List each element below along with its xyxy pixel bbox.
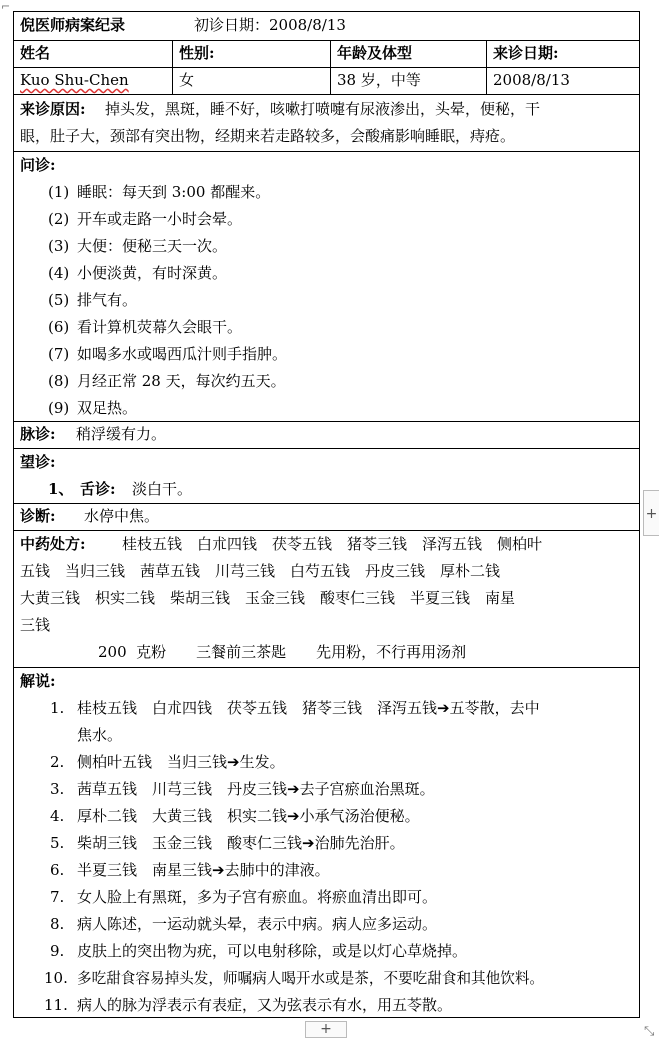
inquiry-item-text: 开车或走路一小时会晕。	[77, 210, 243, 228]
diagnosis-label: 诊断:	[20, 507, 56, 525]
col-header-age: 年龄及体型	[337, 44, 413, 62]
explanation-item-text: 侧柏叶五钱 当归三钱➔生发。	[77, 753, 285, 771]
explanation-item-text: 茜草五钱 川芎三钱 丹皮三钱➔去子宫瘀血治黑斑。	[77, 780, 435, 798]
explanation-item-num: 5.	[50, 834, 65, 852]
patient-header-row	[14, 41, 639, 68]
reason-text-line1: 掉头发，黑斑，睡不好，咳嗽打喷嚏有尿液渗出，头晕，便秘，干	[105, 100, 541, 118]
inquiry-item-num: (5)	[48, 291, 70, 309]
add-row-button[interactable]: +	[305, 1021, 347, 1038]
inquiry-item-num: (7)	[48, 345, 70, 363]
medical-record-table	[13, 11, 640, 1018]
explanation-item-num: 8.	[50, 915, 65, 933]
explanation-item-text: 桂枝五钱 白朮四钱 茯苓五钱 猪苓三钱 泽泻五钱➔五苓散，去中	[77, 699, 540, 717]
explanation-item-num: 3.	[50, 780, 65, 798]
patient-values-row	[14, 68, 639, 95]
explanation-item-text: 柴胡三钱 玉金三钱 酸枣仁三钱➔治肺先治肝。	[77, 834, 405, 852]
explanation-item-num: 2.	[50, 753, 65, 771]
inquiry-item-num: (6)	[48, 318, 70, 336]
explanation-item-text: 女人脸上有黑斑，多为子宫有瘀血。将瘀血清出即可。	[77, 888, 438, 906]
patient-gender: 女	[179, 71, 195, 89]
table-resize-handle[interactable]: ⤡	[644, 1024, 655, 1039]
explanation-item-num: 4.	[50, 807, 65, 825]
inquiry-item-num: (9)	[48, 399, 70, 417]
inquiry-item-text: 双足热。	[77, 399, 138, 417]
inquiry-item-num: (4)	[48, 264, 70, 282]
inquiry-item-num: (8)	[48, 372, 70, 390]
tongue-text: 淡白干。	[132, 480, 193, 498]
patient-name: Kuo Shu-Chen	[20, 71, 129, 89]
prescription-line: 五钱 当归三钱 茜草五钱 川芎三钱 白芍五钱 丹皮三钱 厚朴二钱	[20, 562, 501, 580]
prescription-line: 大黄三钱 枳实二钱 柴胡三钱 玉金三钱 酸枣仁三钱 半夏三钱 南星	[20, 589, 516, 607]
explanation-section	[14, 668, 639, 1019]
pulse-row	[14, 422, 639, 449]
explanation-item-num: 10.	[44, 969, 68, 987]
explanation-item-num: 7.	[50, 888, 65, 906]
patient-visit-date: 2008/8/13	[493, 71, 570, 89]
explanation-item-num: 6.	[50, 861, 65, 879]
inquiry-item-text: 看计算机荧幕久会眼干。	[77, 318, 243, 336]
explanation-item-text: 厚朴二钱 大黄三钱 枳实二钱➔小承气汤治便秘。	[77, 807, 420, 825]
prescription-dosage: 200 克粉 三餐前三茶匙 先用粉，不行再用汤剂	[98, 643, 467, 661]
inquiry-item-text: 排气有。	[77, 291, 138, 309]
explanation-item-text: 病人的脉为浮表示有表症，又为弦表示有水，用五苓散。	[77, 996, 453, 1014]
observation-label: 望诊:	[20, 453, 56, 471]
diagnosis-row	[14, 504, 639, 531]
col-header-visit-date: 来诊日期:	[493, 44, 559, 62]
first-visit-date: 初诊日期：2008/8/13	[194, 16, 346, 34]
prescription-label: 中药处方:	[20, 535, 86, 553]
inquiry-item-num: (1)	[48, 183, 70, 201]
observation-item-num: 1、	[48, 480, 74, 498]
pulse-text: 稍浮缓有力。	[76, 425, 167, 443]
explanation-item-text-cont: 焦水。	[77, 726, 123, 744]
explanation-item-text: 皮肤上的突出物为疣，可以电射移除，或是以灯心草烧掉。	[77, 942, 468, 960]
inquiry-section	[14, 152, 639, 422]
header-row	[14, 12, 639, 41]
explanation-item-num: 1.	[50, 699, 65, 717]
tongue-label: 舌诊:	[80, 480, 116, 498]
patient-age: 38 岁，中等	[337, 71, 421, 89]
inquiry-item-num: (2)	[48, 210, 70, 228]
table-corner-marker: ⌐	[1, 0, 11, 13]
explanation-item-num: 9.	[50, 942, 65, 960]
explanation-item-text: 多吃甜食容易掉头发，师嘱病人喝开水或是茶，不要吃甜食和其他饮料。	[77, 970, 545, 987]
pulse-label: 脉诊:	[20, 425, 56, 443]
prescription-line: 三钱	[20, 616, 51, 634]
record-title: 倪医师病案纪录	[20, 16, 126, 34]
inquiry-item-text: 如喝多水或喝西瓜汁则手指肿。	[77, 345, 288, 363]
explanation-item-text: 病人陈述，一运动就头晕，表示中病。病人应多运动。	[77, 915, 438, 933]
reason-text-line2: 眼，肚子大，颈部有突出物，经期来若走路较多，会酸痛影响睡眠，痔疮。	[20, 127, 516, 145]
col-header-gender: 性别:	[179, 44, 215, 62]
explanation-label: 解说:	[20, 672, 56, 690]
inquiry-item-text: 小便淡黄，有时深黄。	[77, 264, 228, 282]
reason-row	[14, 95, 639, 152]
inquiry-item-text: 睡眠：每天到 3:00 都醒来。	[77, 183, 271, 201]
inquiry-label: 问诊:	[20, 156, 56, 174]
inquiry-item-text: 大便：便秘三天一次。	[77, 237, 228, 255]
inquiry-item-num: (3)	[48, 237, 70, 255]
explanation-item-text: 半夏三钱 南星三钱➔去肺中的津液。	[77, 861, 330, 879]
prescription-row	[14, 531, 639, 668]
reason-label: 来诊原因:	[20, 100, 86, 118]
inquiry-item-text: 月经正常 28 天，每次约五天。	[77, 372, 286, 390]
prescription-line: 桂枝五钱 白朮四钱 茯苓五钱 猪苓三钱 泽泻五钱 侧柏叶	[122, 535, 543, 553]
diagnosis-text: 水停中焦。	[84, 507, 160, 525]
observation-row	[14, 449, 639, 504]
col-header-name: 姓名	[20, 44, 51, 62]
add-column-button[interactable]: +	[643, 490, 659, 536]
explanation-item-num: 11.	[44, 996, 68, 1014]
